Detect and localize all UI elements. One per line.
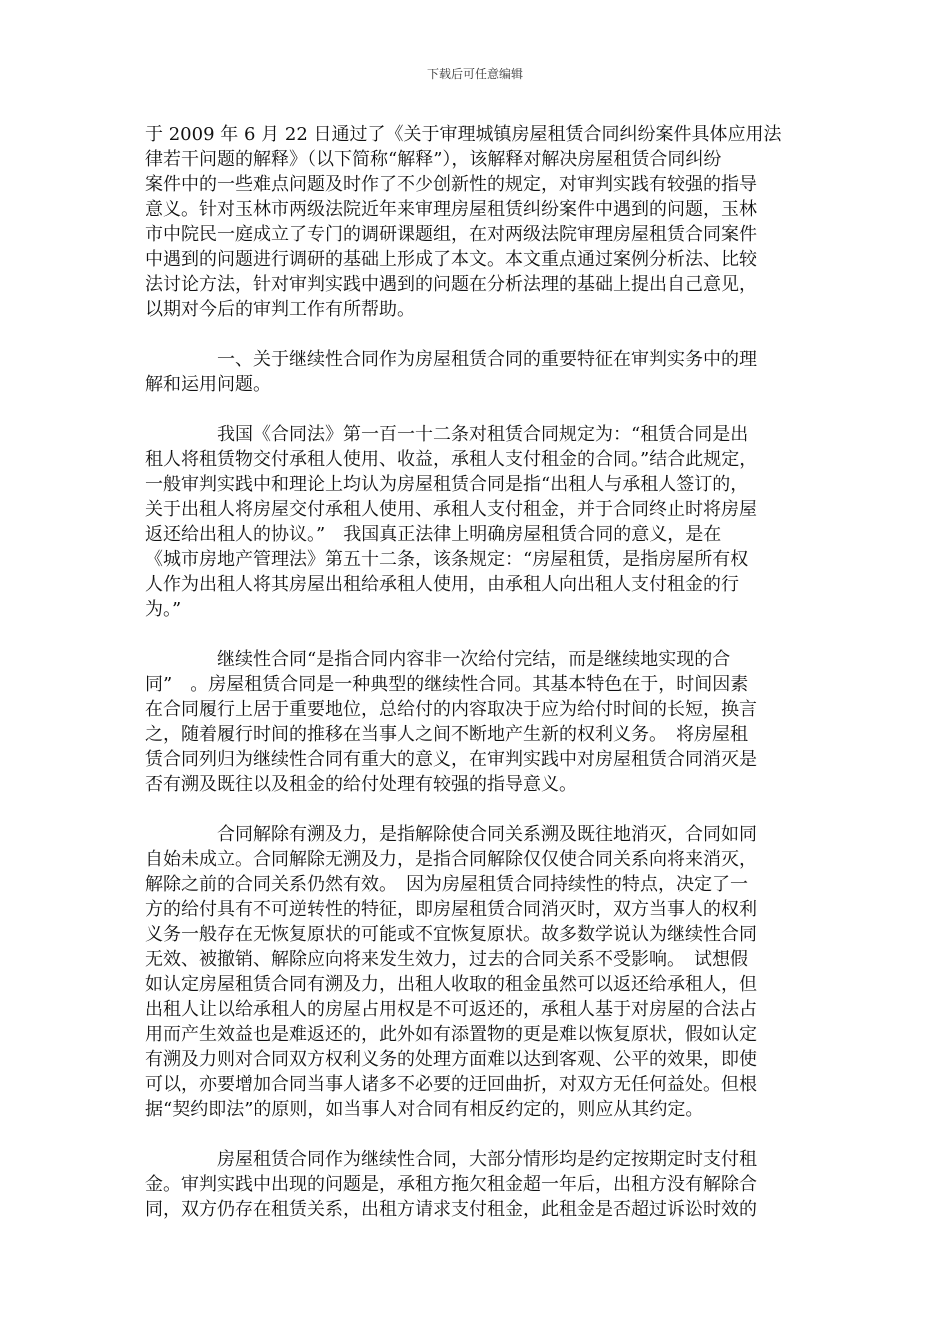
text-line: 返还给出租人的协议。” 我国真正法律上明确房屋租赁合同的意义，是在 <box>145 524 722 545</box>
text-line: 解除之前的合同关系仍然有效。 因为房屋租赁合同持续性的特点，决定了一 <box>145 874 748 895</box>
text-line: 中遇到的问题进行调研的基础上形成了本文。本文重点通过案例分析法、比较 <box>145 249 757 270</box>
text-line: 合同解除有溯及力，是指解除使合同关系溯及既往地消灭，合同如同 <box>217 824 757 845</box>
paragraph <box>145 122 807 322</box>
text-line: 《城市房地产管理法》第五十二条，该条规定：“房屋租赁，是指房屋所有权 <box>145 549 749 570</box>
page-header: 下载后可任意编辑 <box>426 67 523 81</box>
text-line: 有溯及力则对合同双方权利义务的处理方面难以达到客观、公平的效果，即使 <box>145 1049 757 1070</box>
text-line: 律若干问题的解释》（以下简称“解释”），该解释对解决房屋租赁合同纠纷 <box>145 149 722 170</box>
text-line: 方的给付具有不可逆转性的特征，即房屋租赁合同消灭时，双方当事人的权利 <box>145 899 757 920</box>
text-line: 否有溯及既往以及租金的给付处理有较强的指导意义。 <box>145 774 577 795</box>
document-body <box>145 122 807 1247</box>
text-line: 在合同履行上居于重要地位，总给付的内容取决于应为给付时间的长短，换言 <box>145 699 757 720</box>
text-line: 同” 。房屋租赁合同是一种典型的继续性合同。其基本特色在于，时间因素 <box>145 674 749 695</box>
text-line: 人作为出租人将其房屋出租给承租人使用，由承租人向出租人支付租金的行 <box>145 574 739 595</box>
text-line: 义务一般存在无恢复原状的可能或不宜恢复原状。故多数学说认为继续性合同 <box>145 924 757 945</box>
text-line: 以期对今后的审判工作有所帮助。 <box>145 299 415 320</box>
paragraph <box>145 647 807 797</box>
text-line: 用而产生效益也是难返还的，此外如有添置物的更是难以恢复原状，假如认定 <box>145 1024 757 1045</box>
text-line: 案件中的一些难点问题及时作了不少创新性的规定，对审判实践有较强的指导 <box>145 174 757 195</box>
text-line: 一、关于继续性合同作为房屋租赁合同的重要特征在审判实务中的理 <box>217 349 757 370</box>
text-line: 自始未成立。合同解除无溯及力，是指合同解除仅仅使合同关系向将来消灭， <box>145 849 757 870</box>
text-line: 关于出租人将房屋交付承租人使用、承租人支付租金，并于合同终止时将房屋 <box>145 499 757 520</box>
text-line: 为。” <box>145 599 182 620</box>
text-line: 意义。针对玉林市两级法院近年来审理房屋租赁纠纷案件中遇到的问题，玉林 <box>145 199 757 220</box>
text-line: 租人将租赁物交付承租人使用、收益，承租人支付租金的合同。”结合此规定， <box>145 449 758 470</box>
paragraph <box>145 1147 807 1222</box>
text-line: 同，双方仍存在租赁关系，出租方请求支付租金，此租金是否超过诉讼时效的 <box>145 1199 757 1220</box>
text-line: 据“契约即法”的原则，如当事人对合同有相反约定的，则应从其约定。 <box>145 1099 704 1120</box>
text-line: 一般审判实践中和理论上均认为房屋租赁合同是指“出租人与承租人签订的， <box>145 474 749 495</box>
paragraph <box>145 822 807 1122</box>
text-line: 无效、被撤销、解除应向将来发生效力，过去的合同关系不受影响。 试想假 <box>145 949 748 970</box>
text-line: 出租人让以给承租人的房屋占用权是不可返还的，承租人基于对房屋的合法占 <box>145 999 757 1020</box>
text-line: 之，随着履行时间的推移在当事人之间不断地产生新的权利义务。 将房屋租 <box>145 724 748 745</box>
paragraph <box>145 422 807 622</box>
text-line: 解和运用问题。 <box>145 374 271 395</box>
text-line: 如认定房屋租赁合同有溯及力，出租人收取的租金虽然可以返还给承租人，但 <box>145 974 757 995</box>
text-line: 于 2009 年 6 月 22 日通过了《关于审理城镇房屋租赁合同纠纷案件具体应用法 <box>145 124 782 145</box>
text-line: 可以，亦要增加合同当事人诸多不必要的迂回曲折，对双方无任何益处。但根 <box>145 1074 757 1095</box>
paragraph <box>145 347 807 397</box>
text-line: 赁合同列归为继续性合同有重大的意义，在审判实践中对房屋租赁合同消灭是 <box>145 749 757 770</box>
text-line: 金。审判实践中出现的问题是，承租方拖欠租金超一年后，出租方没有解除合 <box>145 1174 757 1195</box>
text-line: 市中院民一庭成立了专门的调研课题组，在对两级法院审理房屋租赁合同案件 <box>145 224 757 245</box>
text-line: 继续性合同“是指合同内容非一次给付完结，而是继续地实现的合 <box>217 649 731 670</box>
text-line: 房屋租赁合同作为继续性合同，大部分情形均是约定按期定时支付租 <box>217 1149 757 1170</box>
text-line: 法讨论方法，针对审判实践中遇到的问题在分析法理的基础上提出自己意见， <box>145 274 757 295</box>
text-line: 我国《合同法》第一百一十二条对租赁合同规定为：“租赁合同是出 <box>217 424 749 445</box>
